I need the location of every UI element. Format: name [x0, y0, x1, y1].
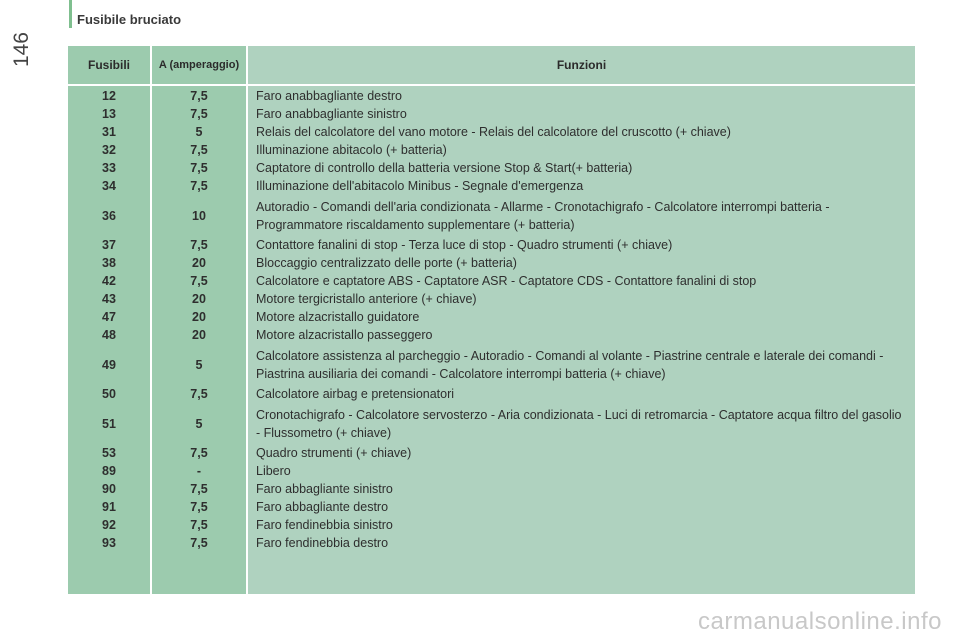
- function-description: Faro anabbagliante sinistro: [256, 107, 407, 121]
- fuse-number: 13: [102, 107, 116, 121]
- function-description: Faro abbagliante sinistro: [256, 482, 393, 496]
- header-amperage: A (amperaggio): [158, 59, 240, 71]
- section-title: Fusibile bruciato: [77, 12, 182, 27]
- function-description: Faro anabbagliante destro: [256, 89, 402, 103]
- fuse-number: 50: [102, 387, 116, 401]
- fuse-number: 91: [102, 500, 116, 514]
- fuse-number: 31: [102, 125, 116, 139]
- function-description: Libero: [256, 464, 291, 478]
- amperage-value: 7,5: [190, 179, 208, 193]
- fuse-number: 32: [102, 143, 116, 157]
- function-description: Captatore di controllo della batteria versione Stop & Start(+ batteria): [256, 161, 633, 175]
- function-description: Calcolatore airbag e pretensionatori: [256, 387, 455, 401]
- function-description: Calcolatore e captatore ABS - Captatore ASR - Captatore CDS - Contattore fanalini di stop: [256, 274, 757, 288]
- section-accent-bar: [69, 0, 72, 28]
- page-number: 146: [10, 32, 33, 68]
- amperage-value: 5: [195, 358, 203, 372]
- amperage-value: 7,5: [190, 536, 208, 550]
- function-description: Relais del calcolatore del vano motore - Relais del calcolatore del cruscotto (+ chiave): [256, 125, 731, 139]
- header-fuse: Fusibili: [88, 58, 130, 72]
- fuse-number: 47: [102, 310, 116, 324]
- amperage-value: 10: [192, 209, 206, 223]
- function-description: Bloccaggio centralizzato delle porte (+ batteria): [256, 256, 517, 270]
- fuse-number: 49: [102, 358, 116, 372]
- fuse-number: 38: [102, 256, 116, 270]
- amperage-value: 7,5: [190, 482, 208, 496]
- amperage-value: 7,5: [190, 238, 208, 252]
- amperage-value: 20: [192, 310, 206, 324]
- amperage-value: 7,5: [190, 500, 208, 514]
- fuse-number: 34: [102, 179, 116, 193]
- function-description: Illuminazione abitacolo (+ batteria): [256, 143, 447, 157]
- function-description: Motore tergicristallo anteriore (+ chiave): [256, 292, 477, 306]
- fuse-number: 42: [102, 274, 116, 288]
- column-separator: [246, 46, 248, 594]
- fuse-number: 36: [102, 209, 116, 223]
- amperage-value: 7,5: [190, 143, 208, 157]
- amperage-value: -: [196, 464, 202, 478]
- function-description: Cronotachigrafo - Calcolatore servosterzo - Aria condizionata - Luci di retromarcia - Captatore acqua filtro del gasolio - Flussometro (+ chiave): [256, 408, 902, 440]
- function-description: Motore alzacristallo passeggero: [256, 328, 433, 342]
- header-separator: [68, 84, 915, 86]
- function-description: Autoradio - Comandi dell'aria condizionata - Allarme - Cronotachigrafo - Calcolatore interrompi batteria - Programmatore riscaldamento supplementare (+ batteria): [256, 200, 830, 232]
- function-description: Quadro strumenti (+ chiave): [256, 446, 412, 460]
- amperage-value: 7,5: [190, 107, 208, 121]
- watermark: carmanualsonline.info: [698, 608, 942, 635]
- amperage-value: 20: [192, 328, 206, 342]
- function-description: Illuminazione dell'abitacolo Minibus - Segnale d'emergenza: [256, 179, 584, 193]
- amperage-value: 7,5: [190, 518, 208, 532]
- header-functions: Funzioni: [556, 58, 607, 72]
- amperage-value: 7,5: [190, 387, 208, 401]
- amperage-value: 7,5: [190, 274, 208, 288]
- amperage-value: 7,5: [190, 446, 208, 460]
- amperage-value: 7,5: [190, 161, 208, 175]
- fuse-number: 93: [102, 536, 116, 550]
- fuse-number: 12: [102, 89, 116, 103]
- fuse-number: 33: [102, 161, 116, 175]
- fuse-number: 90: [102, 482, 116, 496]
- fuse-number: 53: [102, 446, 116, 460]
- fuse-number: 48: [102, 328, 116, 342]
- function-description: Faro fendinebbia sinistro: [256, 518, 393, 532]
- function-description: Motore alzacristallo guidatore: [256, 310, 420, 324]
- fuse-number: 43: [102, 292, 116, 306]
- function-description: Calcolatore assistenza al parcheggio - Autoradio - Comandi al volante - Piastrine centrale e laterale dei comandi - Piastrina ausiliaria dei comandi - Calcolatore interrompi batteria (+ chiave): [256, 349, 884, 381]
- function-description: Faro abbagliante destro: [256, 500, 389, 514]
- amperage-value: 20: [192, 292, 206, 306]
- fuse-number: 37: [102, 238, 116, 252]
- function-description: Contattore fanalini di stop - Terza luce di stop - Quadro strumenti (+ chiave): [256, 238, 673, 252]
- fuse-number: 51: [102, 417, 116, 431]
- amperage-value: 5: [195, 417, 203, 431]
- function-description: Faro fendinebbia destro: [256, 536, 389, 550]
- amperage-value: 7,5: [190, 89, 208, 103]
- fuse-table: [68, 46, 915, 594]
- amperage-value: 20: [192, 256, 206, 270]
- fuse-number: 89: [102, 464, 116, 478]
- fuse-number: 92: [102, 518, 116, 532]
- amperage-value: 5: [195, 125, 203, 139]
